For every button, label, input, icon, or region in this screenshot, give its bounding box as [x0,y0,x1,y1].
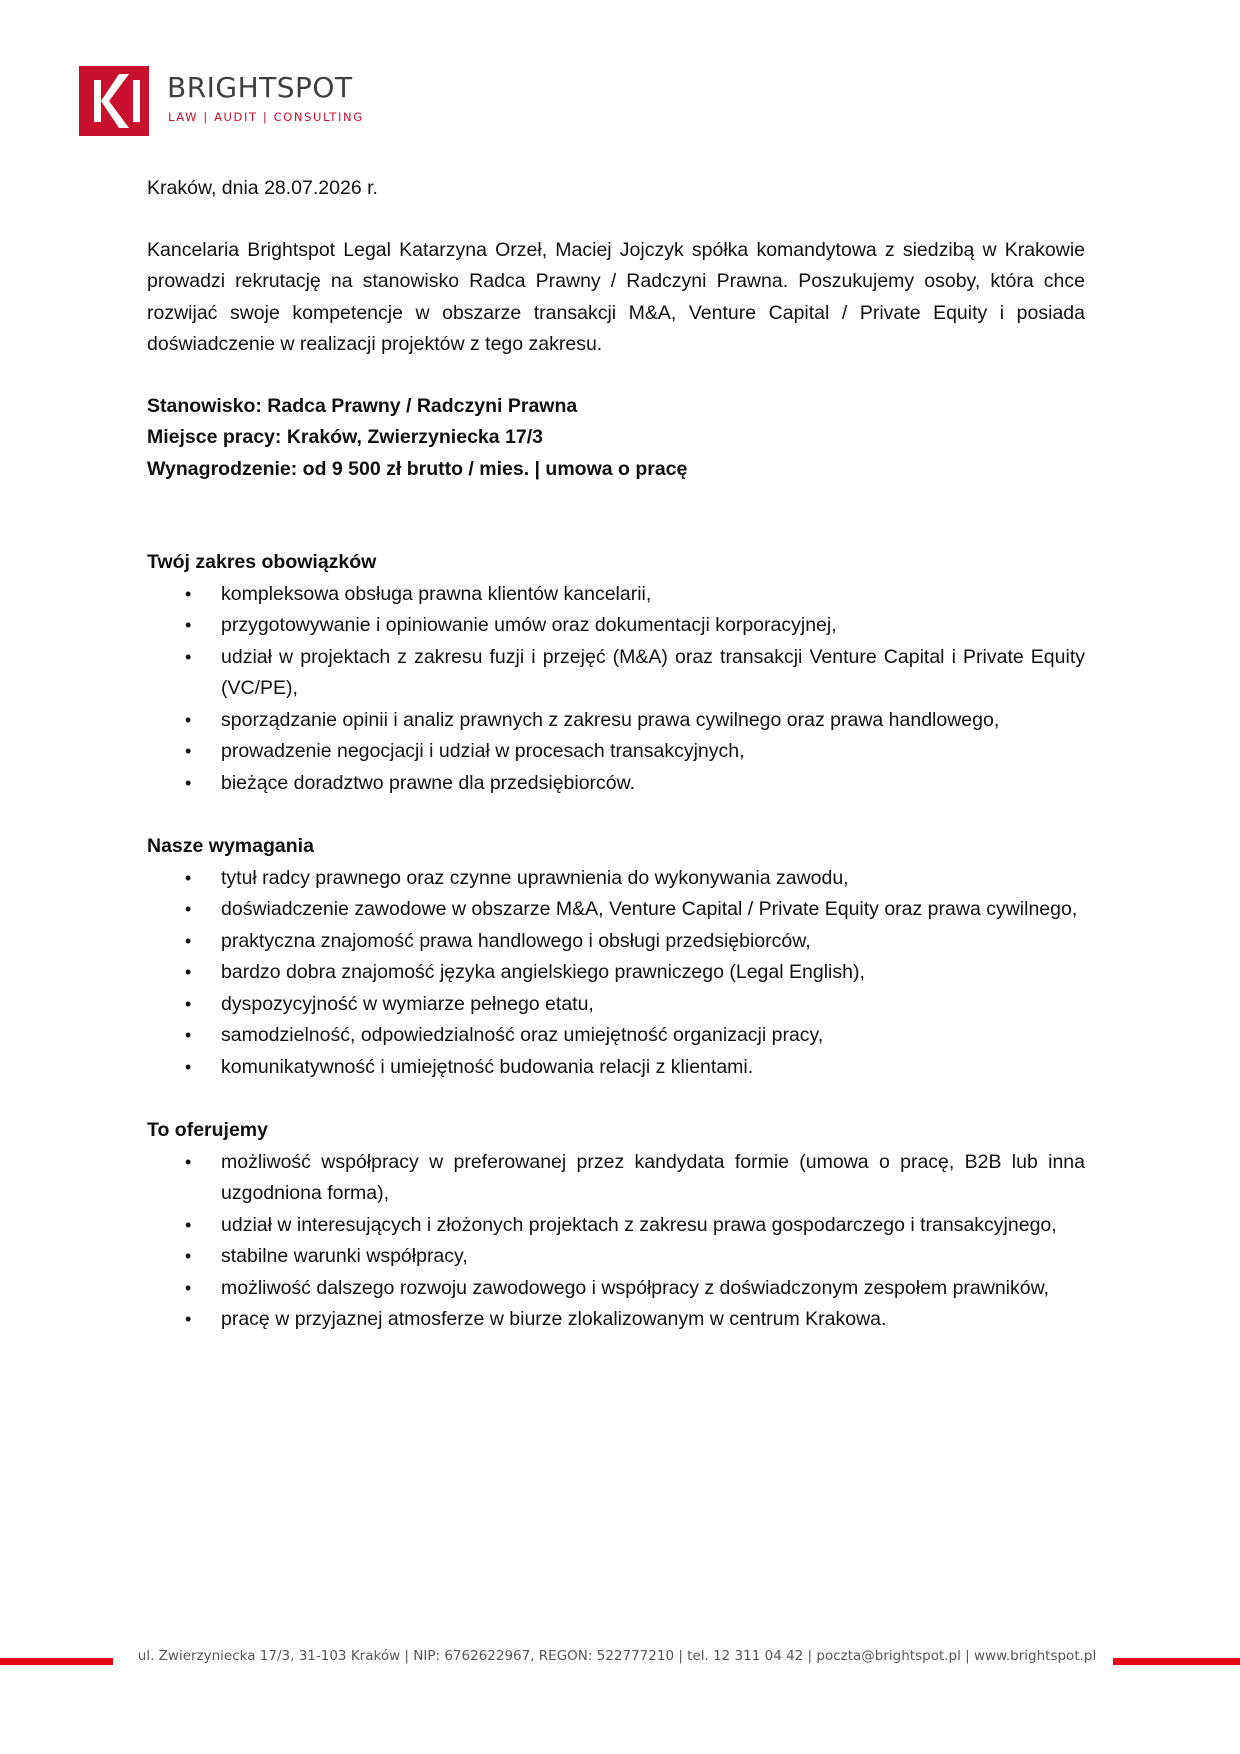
position-line: Stanowisko: Radca Prawny / Radczyni Prawna [147,394,578,417]
brand-logo [79,66,379,138]
list-item: • samodzielność, odpowiedzialność oraz umiejętność organizacji pracy, [147,1020,1085,1052]
responsibilities-list [147,579,1085,800]
brand-name: BRIGHTSPOT [167,71,353,104]
footer-contact-line: ul. Zwierzyniecka 17/3, 31-103 Kraków | NIP: 6762622967, REGON: 522777210 | tel. 12 311 04 42 | poczta@brightspot.pl | www.brightspot.pl [137,1648,1097,1664]
list-item: • przygotowywanie i opiniowanie umów oraz dokumentacji korporacyjnej, [147,610,1085,642]
responsibilities-heading: Twój zakres obowiązków [147,551,377,573]
list-item: • tytuł radcy prawnego oraz czynne uprawnienia do wykonywania zawodu, [147,863,1085,895]
list-item: • komunikatywność i umiejętność budowania relacji z klientami. [147,1052,1085,1084]
list-item: • doświadczenie zawodowe w obszarze M&A, Venture Capital / Private Equity oraz prawa cywilnego, [147,894,1085,926]
date-line: Kraków, dnia 28.07.2026 r. [147,177,378,199]
brightspot-logo-icon [79,66,149,136]
offer-list [147,1147,1085,1336]
requirements-heading: Nasze wymagania [147,835,314,857]
list-item: • kompleksowa obsługa prawna klientów kancelarii, [147,579,1085,611]
salary-line: Wynagrodzenie: od 9 500 zł brutto / mies. | umowa o pracę [147,457,688,480]
list-item: • bardzo dobra znajomość języka angielskiego prawniczego (Legal English), [147,957,1085,989]
requirements-list [147,863,1085,1084]
list-item: • prowadzenie negocjacji i udział w procesach transakcyjnych, [147,736,1085,768]
footer-accent-bar-right [1113,1658,1240,1665]
footer-accent-bar-left [0,1658,113,1665]
list-item: • sporządzanie opinii i analiz prawnych z zakresu prawa cywilnego oraz prawa handlowego, [147,705,1085,737]
list-item: • możliwość współpracy w preferowanej przez kandydata formie (umowa o pracę, B2B lub inna uzgodniona forma), [147,1147,1085,1210]
offer-heading: To oferujemy [147,1119,268,1141]
intro-paragraph: Kancelaria Brightspot Legal Katarzyna Orzeł, Maciej Jojczyk spółka komandytowa z siedzibą w Krakowie prowadzi rekrutację na stanowisko Radca Prawny / Radczyni Prawna. Poszukujemy osoby, która chce rozwijać swoje kompetencje w obszarze transakcji M&A, Venture Capital / Private Equity i posiada doświadczenie w realizacji projektów z tego zakresu. [147,238,1085,355]
list-item: • możliwość dalszego rozwoju zawodowego i współpracy z doświadczonym zespołem prawników, [147,1273,1085,1305]
job-facts [147,391,1085,486]
list-item: • pracę w przyjaznej atmosferze w biurze zlokalizowanym w centrum Krakowa. [147,1304,1085,1336]
list-item: • praktyczna znajomość prawa handlowego i obsługi przedsiębiorców, [147,926,1085,958]
list-item: • udział w interesujących i złożonych projektach z zakresu prawa gospodarczego i transakcyjnego, [147,1210,1085,1242]
list-item: • bieżące doradztwo prawne dla przedsiębiorców. [147,768,1085,800]
page-footer [0,1646,1240,1674]
location-line: Miejsce pracy: Kraków, Zwierzyniecka 17/3 [147,426,543,448]
brand-tagline: LAW | AUDIT | CONSULTING [168,110,364,124]
list-item: • dyspozycyjność w wymiarze pełnego etatu, [147,989,1085,1021]
document-body [147,173,1085,1336]
list-item: • stabilne warunki współpracy, [147,1241,1085,1273]
list-item: • udział w projektach z zakresu fuzji i przejęć (M&A) oraz transakcji Venture Capital i Private Equity (VC/PE), [147,642,1085,705]
